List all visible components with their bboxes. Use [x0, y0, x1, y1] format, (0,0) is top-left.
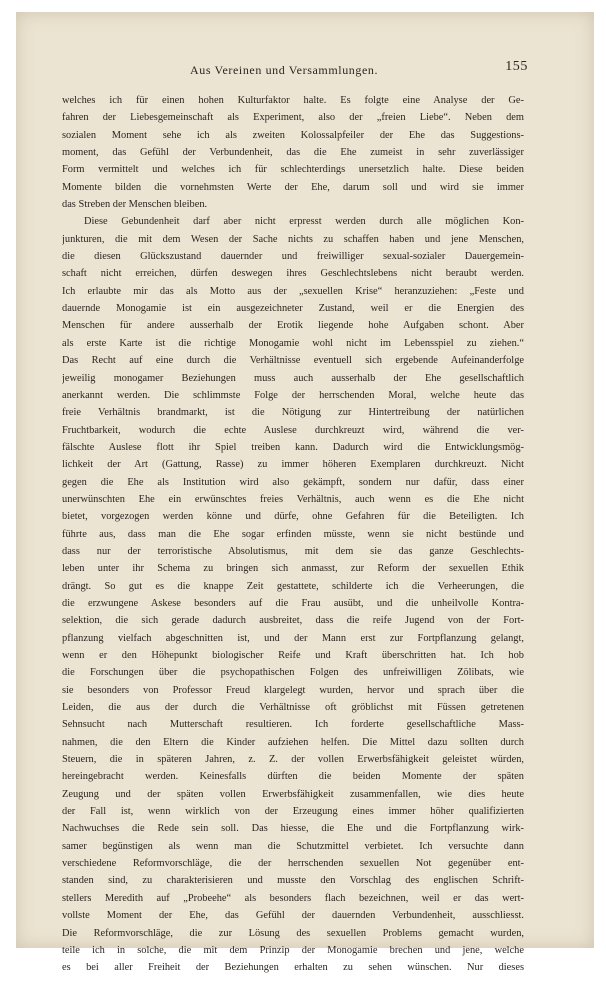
text-line	[62, 977, 524, 994]
text-line: fahren der Liebesgemeinschaft als Experiment, also der „freien Liebe“. Neben dem	[62, 112, 524, 124]
text-line: Die Reformvorschläge, die zur Lösung des sexuellen Problems gemacht wurden,	[62, 927, 524, 939]
running-head: Aus Vereinen und Versammlungen.	[190, 63, 379, 77]
text-line: sie besonders von Professor Freud klargelegt wurden, hervor und sprach über die	[62, 684, 524, 696]
text-line: Menschen für andere ausserhalb der Erotik liegende hohe Aufgaben schont. Aber	[62, 320, 524, 332]
text-line: führte aus, dass man die Ehe sogar erfinden müsste, wenn sie nicht bestünde und	[62, 528, 524, 540]
text-line: dass nur der terroristische Absolutismus, mit dem sie das ganze Geschlechts-	[62, 545, 524, 557]
text-line: Diese Gebundenheit darf aber nicht erpresst werden durch alle möglichen Kon-	[84, 216, 524, 228]
text-line: die erzwungene Askese besonders auf die Frau ausübt, und die unheilvolle Kontra-	[62, 597, 524, 609]
text-line: dauernde Monogamie ist ein ausgezeichneter Zustand, weil er die Energien des	[62, 303, 524, 315]
text-line: teile ich in solche, die mit dem Prinzip der Monogamie brechen und jene, welche	[62, 944, 524, 956]
text-line: vollste Moment der Ehe, das Gefühl der dauernden Verbundenheit, ausschliesst.	[62, 910, 524, 922]
text-line: samer begünstigen als wenn man die Schutzmittel verbietet. Ich versuchte dann	[62, 840, 524, 852]
text-line: standen sind, zu charakterisieren und musste den Vorschlag des englischen Schrift-	[62, 875, 524, 887]
text-line: hereingebracht werden. Keinesfalls dürften die beiden Momente der späten	[62, 771, 524, 783]
text-line: lichkeit der Art (Gattung, Rasse) zu immer höheren Exemplaren durchkreuzt. Nicht	[62, 459, 524, 471]
text-line: Zeugung und der späten vollen Erwerbsfähigkeit zusammenfallen, wie dies heute	[62, 788, 524, 800]
text-line: als erste Karte ist die richtige Monogamie wohl nicht im Lebensspiel zu ziehen.“	[62, 337, 524, 349]
text-line: pflanzung vielfach abgeschnitten ist, und der Mann erst zur Fortpflanzung gelangt,	[62, 632, 524, 644]
text-line: gegen die Ehe als Institution wird also gekämpft, sondern nur dafür, dass einer	[62, 476, 524, 488]
text-line: es bei aller Freiheit der Beziehungen erhalten zu sehen wünschen. Nur dieses	[62, 962, 524, 974]
text-line: selektion, die sich gerade dadurch ausbreitet, dass die reife Jugend von der Fort-	[62, 615, 524, 627]
text-line: Fruchtbarkeit, wodurch die echte Auslese durchkreuzt wird, während die ver-	[62, 424, 524, 436]
text-line: junkturen, die mit dem Wesen der Sache nichts zu schaffen haben und jene Menschen,	[62, 233, 524, 245]
body-text	[62, 92, 524, 994]
text-line: Steuern, die in späteren Jahren, z. Z. der vollen Erwerbsfähigkeit geleistet würden,	[62, 754, 524, 766]
text-line: Ich erlaubte mir das als Motto aus der „sexuellen Krise“ heranzuziehen: „Feste und	[62, 285, 524, 297]
text-line: die Forschungen über die psychopathischen Folgen des unfreiwilligen Zölibats, wie	[62, 667, 524, 679]
text-line: fälschte Auslese flott ihr Spiel treiben kann. Dadurch wird die Entwicklungsmög-	[62, 441, 524, 453]
text-line: sozialen Moment sehe ich als zweiten Kolossalpfeiler der Ehe das Suggestions-	[62, 129, 524, 141]
text-line: Form vermittelt und welches ich für schlechterdings unersetzlich halte. Diese beiden	[62, 164, 524, 176]
text-line: der Fall ist, wenn wirklich von der Erzeugung eines immer höher qualifizierten	[62, 806, 524, 818]
text-line: unerwünschten Ehe ein erwünschtes freies Verhältnis, auch wenn es die Ehe nicht	[62, 493, 524, 505]
text-line: Das Recht auf eine durch die Verhältnisse eventuell sich ergebende Aufeinanderfolge	[62, 355, 524, 367]
text-line: wenn er den Höhepunkt biologischer Reife und Kraft überschritten hat. Ich hob	[62, 650, 524, 661]
text-line: das Streben der Menschen bleiben.	[62, 199, 208, 211]
text-line: drängt. So gut es die knappe Zeit gestattete, schilderte ich die Verheerungen, die	[62, 580, 524, 592]
text-line: Sehnsucht nach Mutterschaft resultieren. Ich forderte gesellschaftliche Mass-	[62, 719, 524, 731]
page-header	[60, 59, 528, 79]
text-line: Leiden, die aus der durch die Verhältnisse oft gröblichst mit Füssen getretenen	[62, 702, 524, 714]
text-line: bietet, vorgezogen werden könne und dürfe, ohne Gefahren für die Beteiligten. Ich	[62, 511, 524, 523]
text-line: anerkannt werden. Die schlimmste Folge der herrschenden Moral, welche heute das	[62, 389, 524, 401]
text-line: jeweilig monogamer Beziehungen muss auch ausserhalb der Ehe gesellschaftlich	[62, 372, 524, 384]
text-line: schaft nicht erreichen, dürfen deswegen ihres Geschlechtslebens nicht beraubt werden.	[62, 268, 524, 280]
text-line: moment, das Gefühl der Verbundenheit, das die Ehe zumeist in sehr zuverlässiger	[62, 147, 524, 159]
text-line: Momente bilden die vornehmsten Werte der Ehe, darum soll und wird sie immer	[62, 181, 524, 193]
text-line: leben unter ihr Schema zu bringen sich anmasst, zur Reform der sexuellen Ethik	[62, 563, 524, 575]
text-line: welches ich für einen hohen Kulturfaktor halte. Es folgte eine Analyse der Ge-	[62, 95, 524, 106]
text-line: verschiedene Reformvorschläge, die der herrschenden sexuellen Not gegenüber ent-	[62, 858, 524, 870]
text-line: Nachwuchses die Rede sein soll. Das hiesse, die Ehe und die Fortpflanzung wirk-	[62, 823, 524, 835]
page-number: 155	[505, 59, 528, 74]
text-line: freie Verhältnis brandmarkt, ist die Nötigung zur Hintertreibung der natürlichen	[62, 407, 524, 419]
text-line: die diesen Glückszustand dauernder und freiwilliger sexual-sozialer Dauergemein-	[62, 251, 524, 263]
text-line: nahmen, die den Eltern die Kinder aufziehen helfen. Die Mittel dazu sollten durch	[62, 736, 524, 748]
text-line: stellers Meredith auf „Probeehe“ als besonders flach bezeichnen, weil er das wert-	[62, 892, 524, 904]
